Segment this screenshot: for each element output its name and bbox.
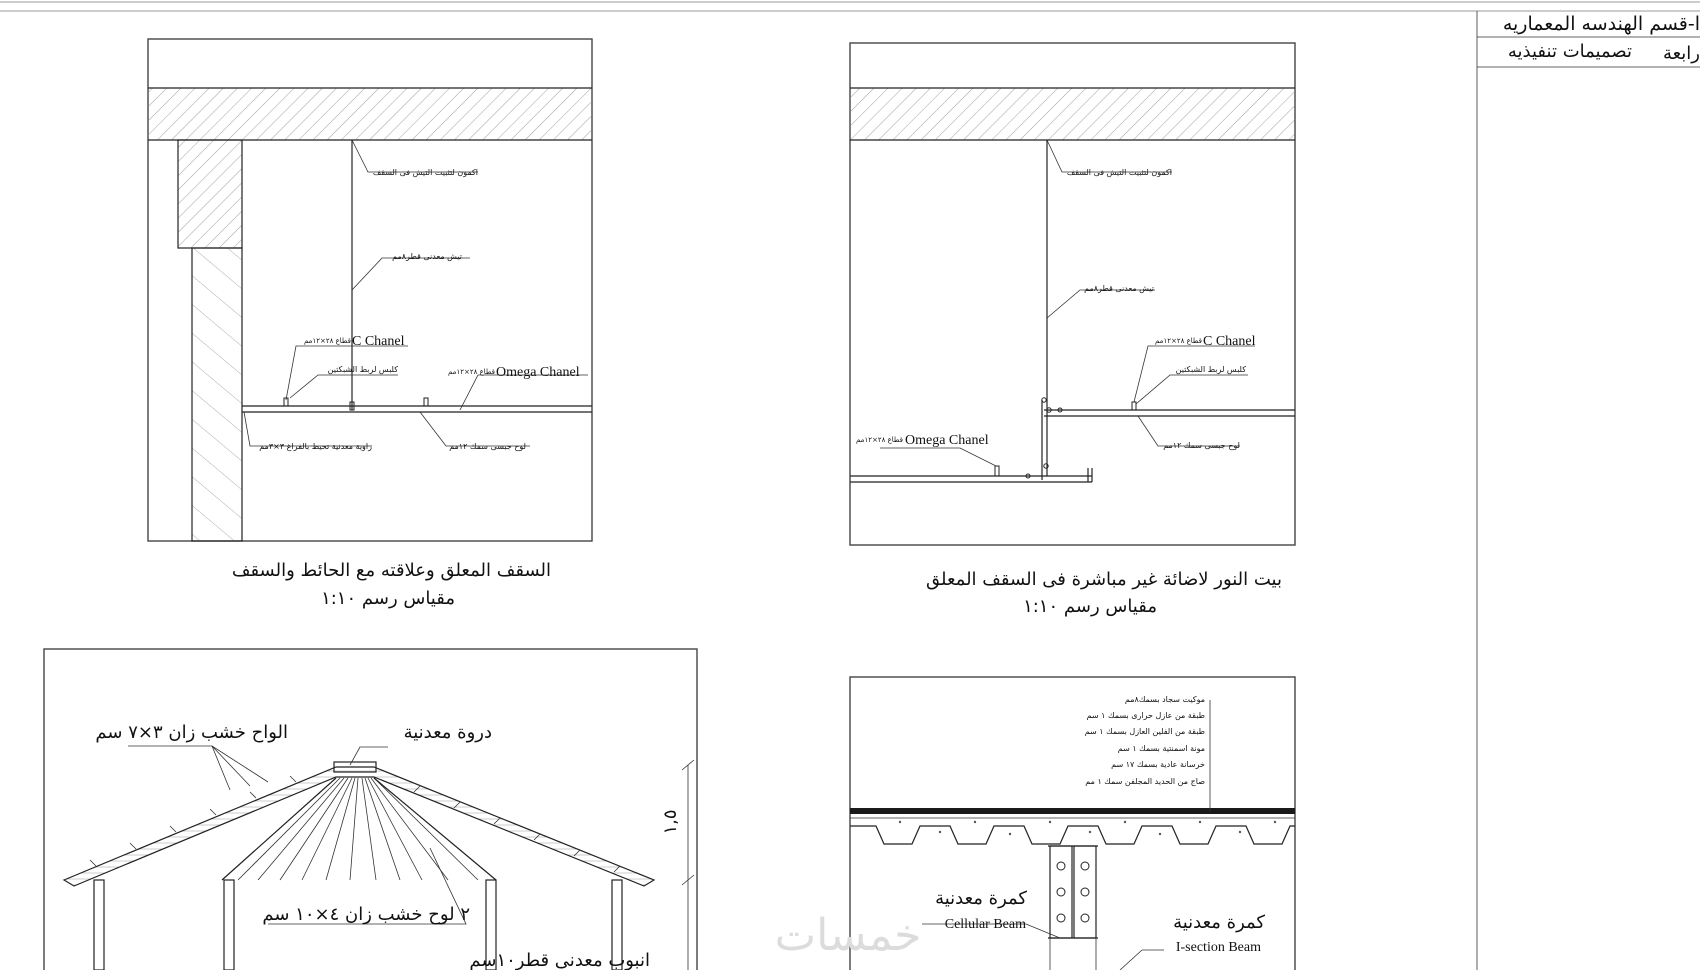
label-dimension: ١,٥ xyxy=(660,809,681,835)
label-board: لوح جبسى سمك ١٢مم xyxy=(449,442,526,451)
detail-light-cove-labels xyxy=(856,168,1282,617)
label-beam: ٢ لوح خشب زان ٤×١٠ سم xyxy=(262,904,470,925)
label-cellular-beam-ar: كمرة معدنية xyxy=(935,888,1027,909)
detail-light-cove-scale: مقياس رسم ١:١٠ xyxy=(1023,596,1157,617)
label-clip: كلبس لربط الشبكتين xyxy=(1175,365,1246,374)
watermark: خمسات xyxy=(774,910,922,961)
label-cellular-beam-en: Cellular Beam xyxy=(944,917,1026,932)
floor-layer-6: صاج من الحديد المجلفن سمك ١ مم xyxy=(1085,777,1205,786)
floor-layer-2: طبقة من عازل حرارى بسمك ١ سم xyxy=(1086,711,1205,720)
label-pipe: انبوب معدنى قطر١٠سم xyxy=(469,950,650,970)
title-block-subject: تصميمات تنفيذيه xyxy=(1507,41,1632,62)
label-omega-en: Omega Chanel xyxy=(496,365,580,380)
label-c-channel-ar: قطاع ٢٨×١٢مم xyxy=(304,337,351,345)
label-c-channel-en: C Chanel xyxy=(352,334,405,349)
label-planks: الواح خشب زان ٣×٧ سم xyxy=(95,722,288,743)
detail-light-cove xyxy=(850,43,1295,545)
detail-ceiling-wall-title: السقف المعلق وعلاقته مع الحائط والسقف xyxy=(231,560,551,581)
label-c-channel-en: C Chanel xyxy=(1203,334,1256,349)
label-omega-ar: قطاع ٢٨×١٢مم xyxy=(856,436,903,444)
title-block-year: رابعة xyxy=(1662,43,1700,64)
title-block-department: ا-قسم الهندسه المعماريه xyxy=(1502,13,1700,35)
detail-ceiling-wall-scale: مقياس رسم ١:١٠ xyxy=(321,588,455,609)
label-omega-en: Omega Chanel xyxy=(905,433,989,448)
detail-ceiling-wall-labels xyxy=(232,168,580,609)
floor-layer-4: مونة اسمنتية بسمك ١ سم xyxy=(1117,744,1205,753)
label-anchor: اكمون لتثبيت التيش فى السقف xyxy=(1066,168,1172,177)
floor-layer-5: خرسانة عادية بسمك ١٧ سم xyxy=(1111,760,1205,769)
floor-layer-3: طبقة من الفلين العازل بسمك ١ سم xyxy=(1084,727,1205,736)
label-isection-beam-en: I-section Beam xyxy=(1175,940,1261,955)
label-isection-beam-ar: كمرة معدنية xyxy=(1173,912,1265,933)
title-block xyxy=(1477,13,1700,67)
detail-floor-labels xyxy=(935,695,1265,955)
label-omega-ar: قطاع ٢٨×١٢مم xyxy=(448,368,495,376)
label-c-channel-ar: قطاع ٢٨×١٢مم xyxy=(1155,337,1202,345)
label-anchor: اكمون لتثبيت التيش فى السقف xyxy=(372,168,478,177)
label-board: لوح جبسى سمك ١٢مم xyxy=(1163,441,1240,450)
detail-light-cove-title: بيت النور لاضائة غير مباشرة فى السقف المعلق xyxy=(926,569,1282,590)
label-hanger: تيش معدنى قطر٨مم xyxy=(392,252,462,261)
label-ridge: دروة معدنية xyxy=(403,722,492,743)
detail-ceiling-wall xyxy=(148,39,592,541)
label-hanger: تيش معدنى قطر٨مم xyxy=(1084,284,1154,293)
label-angle: زاوية معدنية تحيط بالفراغ ٣×٣مم xyxy=(259,442,372,451)
label-clip: كلبس لربط الشبكتين xyxy=(327,365,398,374)
floor-layer-1: موكيت سجاد بسمك٨مم xyxy=(1124,695,1205,704)
